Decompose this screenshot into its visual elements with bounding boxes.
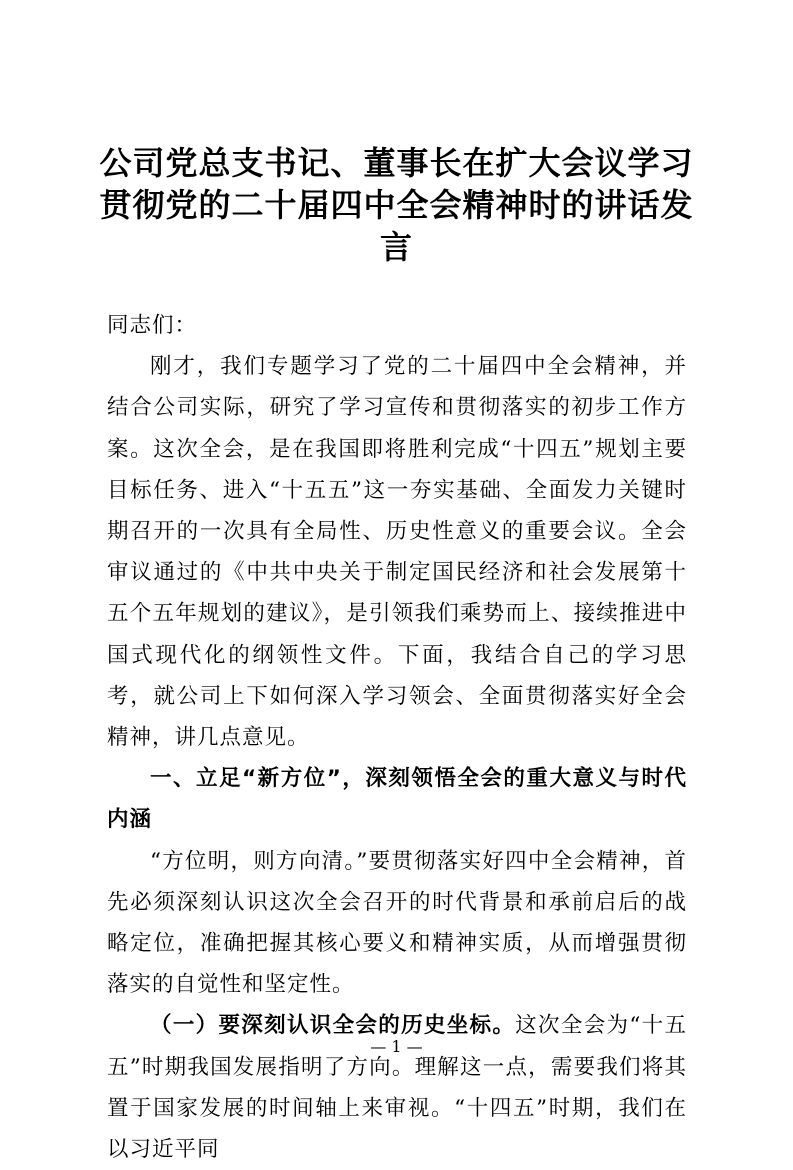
- section-heading: 一、立足“新方位”，深刻领悟全会的重大意义与时代内涵: [107, 766, 687, 833]
- subsection-paragraph: [107, 1005, 687, 1170]
- subsection-text: 这次全会为“十五五”时期我国发展指明了方向。理解这一点，需要我们将其置于国家发展的时间轴上来审视。“十四五”时期，我们在以习近平同: [107, 1013, 687, 1163]
- title-line: 公司党总支书记、董事长在扩大会议学习: [99, 144, 694, 182]
- document-title: [90, 142, 703, 268]
- salutation: 同志们：: [107, 313, 198, 338]
- title-line: 贯彻党的二十届四中全会精神时的讲话发: [99, 186, 694, 224]
- title-line: 言: [379, 228, 413, 266]
- intro-paragraph: 刚才，我们专题学习了党的二十届四中全会精神，并结合公司实际，研究了学习宣传和贯彻落实的初步工作方案。这次全会，是在我国即将胜利完成“十四五”规划主要目标任务、进入“十五五”这一夯实基础、全面发力关键时期召开的一次具有全局性、历史性意义的重要会议。全会审议通过的《中共中央关于制定国民经济和社会发展第十五个五年规划的建议》，是引领我们乘势而上、接续推进中国式现代化的纲领性文件。下面，我结合自己的学习思考，就公司上下如何深入学习领会、全面贯彻落实好全会精神，讲几点意见。: [107, 354, 687, 751]
- subsection-lead: （一）要深刻认识全会的历史坐标。: [150, 1013, 516, 1039]
- section-paragraph: “方位明，则方向清。”要贯彻落实好四中全会精神，首先必须深刻认识这次全会召开的时代背景和承前启后的战略定位，准确把握其核心要义和精神实质，从而增强贯彻落实的自觉性和坚定性。: [107, 848, 687, 998]
- page-number: — 1 —: [370, 1037, 423, 1056]
